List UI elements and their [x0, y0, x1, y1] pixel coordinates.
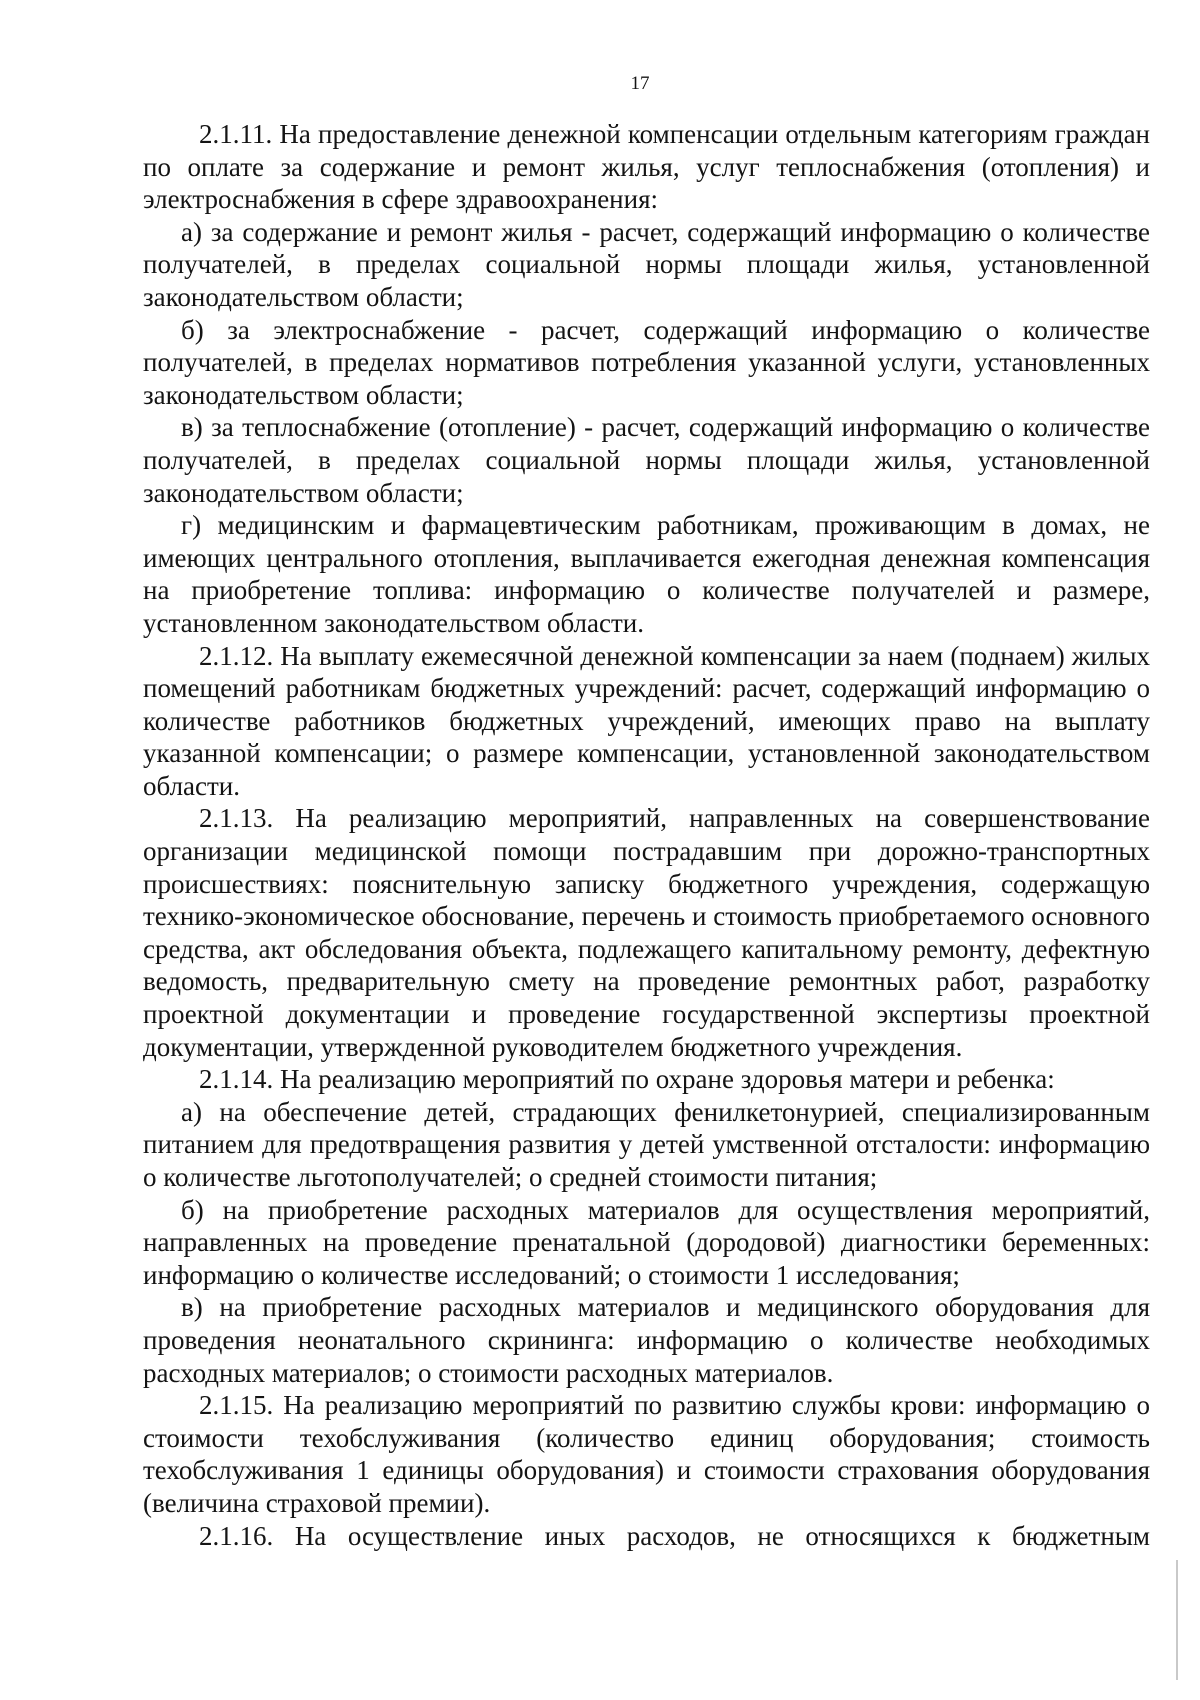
page-number: 17 [630, 73, 650, 94]
subparagraph-v-screening: в) на приобретение расходных материалов и медицинского оборудования для проведения неонатального скрининга: информацию о количестве необходимых расходных материалов; о стоимости расходных материалов. [143, 1292, 1150, 1388]
subparagraph-b-electricity: б) за электроснабжение - расчет, содержащий информацию о количестве получателей, в пределах нормативов потребления указанной услуги, установленных законодательством области; [143, 314, 1150, 410]
paragraph-2-1-16: 2.1.16. На осуществление иных расходов, не относящихся к бюджетным [199, 1520, 1150, 1551]
subparagraph-v-heating: в) за теплоснабжение (отопление) - расчет, содержащий информацию о количестве получателей, в пределах социальной нормы площади жилья, установленной законодательством области; [143, 412, 1150, 508]
subparagraph-g-fuel: г) медицинским и фармацевтическим работникам, проживающим в домах, не имеющих центрального отопления, выплачивается ежегодная денежная компенсация на приобретение топлива: информацию о количестве получателей и размере, установленном законодательством области. [143, 510, 1150, 638]
paragraph-2-1-11: 2.1.11. На предоставление денежной компенсации отдельным категориям граждан по оплате за содержание и ремонт жилья, услуг теплоснабжения (отопления) и электроснабжения в сфере здравоохранения: [143, 119, 1150, 215]
subparagraph-a-housing: а) за содержание и ремонт жилья - расчет, содержащий информацию о количестве получателей, в пределах социальной нормы площади жилья, установленной законодательством области; [143, 216, 1150, 312]
paragraph-2-1-12: 2.1.12. На выплату ежемесячной денежной компенсации за наем (поднаем) жилых помещений работникам бюджетных учреждений: расчет, содержащий информацию о количестве работников бюджетных учреждений, имеющих право на выплату указанной компенсации; о размере компенсации, установленной законодательством области. [143, 640, 1150, 801]
paragraph-2-1-14: 2.1.14. На реализацию мероприятий по охране здоровья матери и ребенка: [199, 1064, 1055, 1095]
paragraph-2-1-15: 2.1.15. На реализацию мероприятий по развитию службы крови: информацию о стоимости техобслуживания (количество единиц оборудования; стоимость техобслуживания 1 единицы оборудования) и стоимости страхования оборудования (величина страховой премии). [143, 1390, 1150, 1518]
scan-edge-mark [1176, 1560, 1178, 1680]
subparagraph-a-nutrition: а) на обеспечение детей, страдающих фенилкетонурией, специализированным питанием для предотвращения развития у детей умственной отсталости: информацию о количестве льготополучателей; о средней стоимости питания; [143, 1096, 1150, 1192]
paragraph-2-1-13: 2.1.13. На реализацию мероприятий, направленных на совершенствование организации медицинской помощи пострадавшим при дорожно-транспортных происшествиях: пояснительную записку бюджетного учреждения, содержащую технико-экономическое обоснование, перечень и стоимость приобретаемого основного средства, акт обследования объекта, подлежащего капитальному ремонту, дефектную ведомость, предварительную смету на проведение ремонтных работ, разработку проектной документации и проведение государственной экспертизы проектной документации, утвержденной руководителем бюджетного учреждения. [143, 803, 1150, 1062]
subparagraph-b-prenatal: б) на приобретение расходных материалов для осуществления мероприятий, направленных на проведение пренатальной (дородовой) диагностики беременных: информацию о количестве исследований; о стоимости 1 исследования; [143, 1194, 1150, 1290]
document-body [143, 118, 1150, 1552]
